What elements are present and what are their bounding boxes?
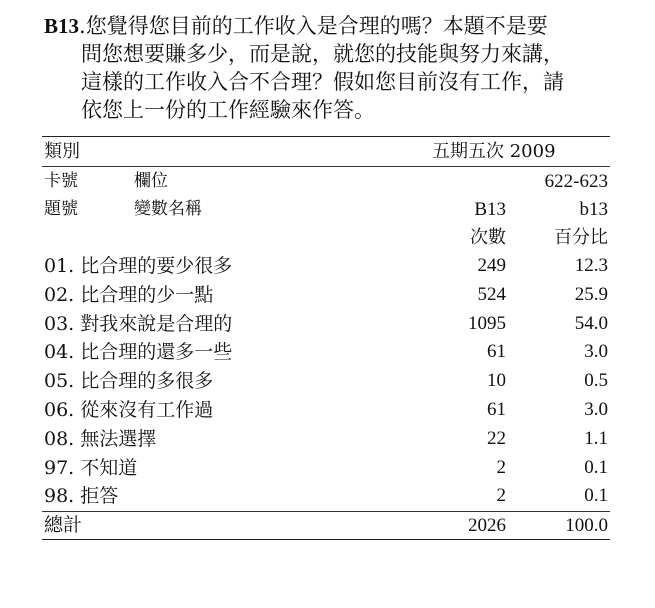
row-label: 98. 拒答: [44, 485, 119, 508]
wave-label: 五期五次 2009: [432, 141, 556, 162]
question-line-1: B13.您覺得您目前的工作收入是合理的嗎？本題不是要: [44, 14, 548, 38]
header-row-category: [42, 136, 610, 166]
row-label: 03. 對我來說是合理的: [44, 312, 233, 335]
table-row: [42, 338, 610, 367]
row-count: 61: [487, 398, 506, 420]
varname-value: b13: [579, 199, 608, 220]
count-label: 次數: [470, 227, 506, 248]
row-percent: 0.1: [584, 456, 608, 478]
row-count: 61: [487, 341, 506, 363]
row-percent: 3.0: [584, 341, 608, 363]
row-percent: 12.3: [574, 255, 608, 276]
row-count: 249: [477, 255, 506, 276]
question-line-3: 這樣的工作收入合不合理？假如您目前沒有工作，請: [81, 70, 564, 94]
row-count: 10: [487, 370, 506, 392]
row-count: 22: [487, 427, 506, 449]
header-row-variable: [42, 195, 610, 223]
row-count: 2: [496, 485, 506, 507]
table-row: [42, 252, 610, 281]
question-id: B13: [44, 14, 80, 38]
table-row: [42, 367, 610, 396]
codebook-table: [42, 136, 610, 540]
row-percent: 25.9: [574, 283, 608, 305]
total-label: 總計: [44, 514, 83, 537]
qnum-label: 題號: [44, 199, 78, 219]
row-percent: 54.0: [574, 312, 608, 334]
row-percent: 0.5: [584, 370, 608, 392]
qnum-value: B13: [474, 199, 506, 220]
row-label: 01. 比合理的要少很多: [44, 255, 233, 277]
varname-label: 變數名稱: [134, 199, 202, 219]
row-label: 97. 不知道: [44, 456, 138, 479]
row-percent: 3.0: [584, 398, 608, 420]
row-count: 2: [496, 456, 506, 478]
category-label: 類別: [44, 141, 80, 162]
total-percent: 100.0: [565, 515, 608, 537]
row-label: 05. 比合理的多很多: [44, 370, 214, 393]
card-label: 卡號: [44, 171, 78, 191]
total-row: [42, 511, 610, 540]
header-row-stats: [42, 223, 610, 252]
column-value: 622-623: [544, 171, 608, 192]
column-label: 欄位: [134, 171, 168, 191]
table-row: [42, 482, 610, 511]
row-percent: 0.1: [584, 485, 608, 507]
table-row: [42, 396, 610, 425]
table-row: [42, 425, 610, 454]
row-count: 524: [477, 283, 506, 305]
question-line-2: 問您想要賺多少，而是說，就您的技能與努力來講，: [81, 42, 564, 66]
table-row: [42, 281, 610, 310]
table-row: [42, 454, 610, 483]
row-percent: 1.1: [584, 427, 608, 449]
table-row: [42, 310, 610, 339]
percent-label: 百分比: [554, 227, 608, 248]
row-label: 06. 從來沒有工作過: [44, 398, 214, 421]
question-line-4: 依您上一份的工作經驗來作答。: [81, 98, 375, 122]
row-label: 02. 比合理的少一點: [44, 283, 214, 306]
question-text: [44, 12, 624, 124]
header-row-card: [42, 166, 610, 195]
row-count: 1095: [468, 312, 506, 334]
row-label: 08. 無法選擇: [44, 427, 157, 450]
total-count: 2026: [468, 515, 506, 537]
row-label: 04. 比合理的還多一些: [44, 341, 233, 364]
